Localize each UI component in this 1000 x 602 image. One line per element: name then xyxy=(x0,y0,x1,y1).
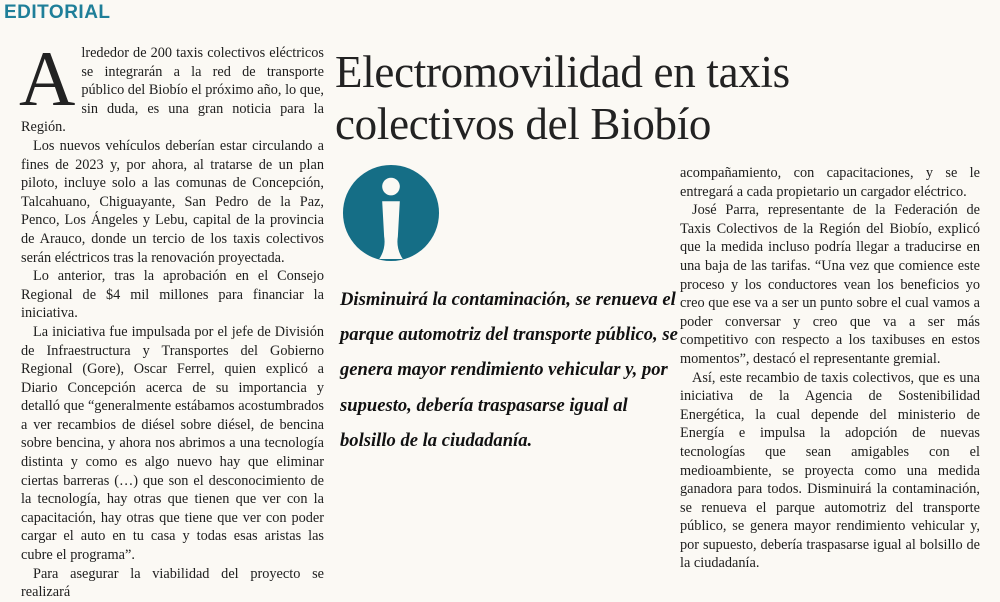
column-3 xyxy=(680,164,980,573)
drop-cap: A xyxy=(19,35,76,122)
headline: Electromovilidad en taxis colectivos del Biobío xyxy=(335,47,790,149)
paragraph: acompañamiento, con capacitaciones, y se le entregará a cada propietario un cargador eléctrico. xyxy=(680,165,980,200)
section-label: EDITORIAL xyxy=(4,2,111,23)
paragraph-lead xyxy=(19,35,324,137)
paragraph: Así, este recambio de taxis colectivos, que es una iniciativa de la Agencia de Sostenibilidad Energética, la cual depende del ministerio de Energía e impulsa la adopción de nuevas tecnologías que sean amigables con el medioambiente, se proyecta como una medida ganadora para todos. Disminuirá la contaminación, se renueva el parque automotriz del transporte público, se genera mayor rendimiento vehicular y, por supuesto, debería traspasarse igual al bolsillo de la ciudadanía. xyxy=(680,369,980,572)
paragraph: Para asegurar la viabilidad del proyecto se realizará xyxy=(21,565,324,601)
paragraph-lead-text: lrededor de 200 taxis colectivos eléctricos se integrarán a la red de transporte público del Biobío el próximo año, lo que, sin duda, es una gran noticia para la Región. xyxy=(21,45,324,136)
paragraph: Los nuevos vehículos deberían estar circulando a fines de 2023 y, por ahora, al tratarse de un plan piloto, incluye solo a las comunas de Concepción, Talcahuano, Chiguayante, San Pedro de la Paz, Penco, Los Ángeles y Lebu, capital de la provincia de Arauco, donde un tercio de los taxis colectivos serán eléctricos tras la renovación proyectada. xyxy=(21,137,324,266)
column-1 xyxy=(19,35,324,602)
paragraph: Lo anterior, tras la aprobación en el Consejo Regional de $4 mil millones para financiar la iniciativa. xyxy=(21,268,324,322)
paragraph: José Parra, representante de la Federación de Taxis Colectivos de la Región del Biobío, explicó que la medida incluso podría llegar a traducirse en una baja de las tarifas. “Una vez que comience este proceso y los conductores vean los beneficios yo creo que ese va a ser un punto sobre el cual vamos a poder conversar y creo que va a ser más competitivo con respecto a los taxibuses en estos momentos”, destacó el representante gremial. xyxy=(680,202,980,367)
info-i-icon xyxy=(342,164,440,262)
pull-quote: Disminuirá la contaminación, se renueva el parque automotriz del transporte público, se genera mayor rendimiento vehicular y, por supuesto, debería traspasarse igual al bolsillo de la ciudadanía. xyxy=(340,289,678,451)
paragraph: La iniciativa fue impulsada por el jefe de División de Infraestructura y Transportes del Gobierno Regional (Gore), Oscar Ferrel, quien explicó a Diario Concepción acerca de su importancia y detalló que “generalmente estábamos acostumbrados a ver recambios de diésel sobre diésel, de bencina sobre bencina, y ahora nos abrimos a una tecnología distinta y como es algo nuevo hay que eliminar ciertas barreras (…) que son el desconocimiento de la tecnología, hay otras que tienen que ver con la capacitación, hay otras que tiene que ver con poder cargar el auto en tu casa y todas esas aristas las cubre el programa”. xyxy=(21,323,324,564)
